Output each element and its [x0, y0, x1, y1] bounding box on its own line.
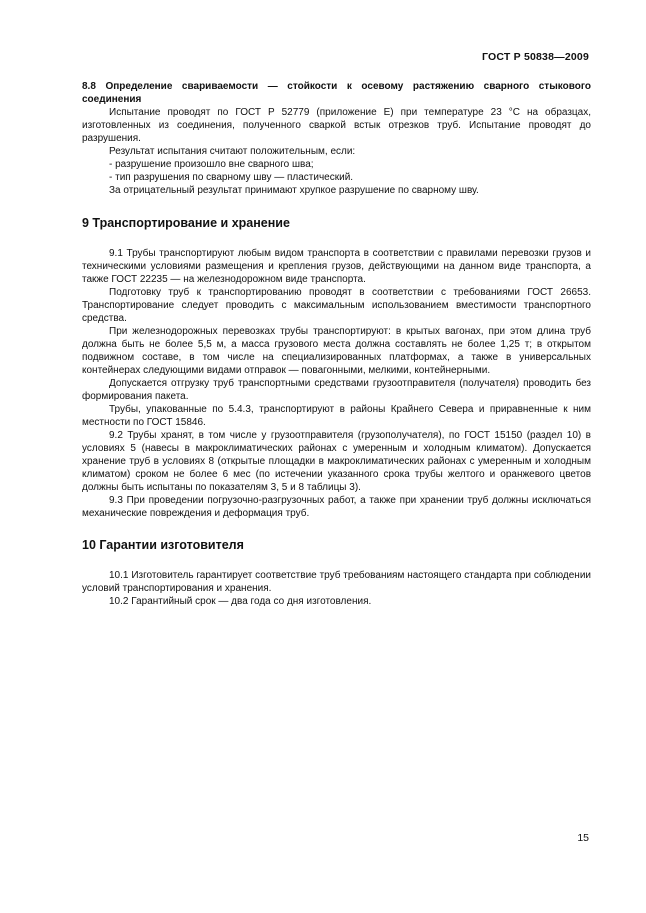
list-item: - разрушение произошло вне сварного шва;: [109, 159, 314, 170]
paragraph: Трубы, упакованные по 5.4.3, транспортируют в районы Крайнего Севера и приравненные к ним местности по ГОСТ 15846.: [82, 404, 591, 428]
paragraph: Результат испытания считают положительным, если:: [109, 146, 356, 157]
section-10: [82, 537, 591, 608]
section-title: 9 Транспортирование и хранение: [82, 216, 290, 230]
section-8-8: [82, 80, 591, 197]
paragraph: Испытание проводят по ГОСТ Р 52779 (приложение Е) при температуре 23 °С на образцах, изготовленных из соединения, полученного сваркой встык отрезков труб. Испытание проводят до разрушения.: [82, 107, 591, 144]
paragraph: При железнодорожных перевозках трубы транспортируют: в крытых вагонах, при этом длина труб должна быть не более 5,5 м, а масса грузового места должна составлять не более 1,25 т; в открытом подвижном составе, в том числе на специализированных платформах, а также в универсальных контейнерах следующими видами отправок — повагонными, мелкими, контейнерными.: [82, 326, 591, 376]
section-title: 10 Гарантии изготовителя: [82, 538, 244, 552]
document-header: ГОСТ Р 50838—2009: [481, 51, 589, 63]
paragraph: Допускается отгрузку труб транспортными средствами грузоотправителя (получателя) проводить без формирования пакета.: [82, 378, 591, 402]
section-9: [82, 215, 591, 520]
page-number: 15: [577, 832, 589, 844]
list-item: - тип разрушения по сварному шву — пластический.: [109, 172, 354, 183]
subsection-heading: 8.8 Определение свариваемости — стойкости к осевому растяжению сварного стыкового соединения: [82, 81, 591, 105]
paragraph: За отрицательный результат принимают хрупкое разрушение по сварному шву.: [109, 185, 479, 196]
paragraph: 9.1 Трубы транспортируют любым видом транспорта в соответствии с правилами перевозки грузов и техническими условиями размещения и крепления грузов, действующими на данном виде транспорта, а также ГОСТ 22235 — на железнодорожном виде транспорта.: [82, 248, 591, 285]
paragraph: 10.1 Изготовитель гарантирует соответствие труб требованиям настоящего стандарта при соблюдении условий транспортирования и хранения.: [82, 570, 591, 594]
paragraph: 9.2 Трубы хранят, в том числе у грузоотправителя (грузополучателя), по ГОСТ 15150 (раздел 10) в условиях 5 (навесы в макроклиматических районах с умеренным и холодным климатом). Допускается хранение труб в условиях 8 (открытые площадки в макроклиматических районах с умеренным и холодным климатом) сроком не более 6 мес (по истечении указанного срока трубы желтого и оранжевого цветов должны быть испытаны по показателям 3, 5 и 8 таблицы 3).: [82, 430, 591, 493]
paragraph: 9.3 При проведении погрузочно-разгрузочных работ, а также при хранении труб должны исключаться механические повреждения и деформация труб.: [82, 495, 591, 519]
paragraph: Подготовку труб к транспортированию проводят в соответствии с требованиями ГОСТ 26653. Транспортирование следует проводить с максимальным использованием вместимости транспортного средства.: [82, 287, 591, 324]
paragraph: 10.2 Гарантийный срок — два года со дня изготовления.: [109, 596, 372, 607]
document-body: [82, 80, 591, 608]
